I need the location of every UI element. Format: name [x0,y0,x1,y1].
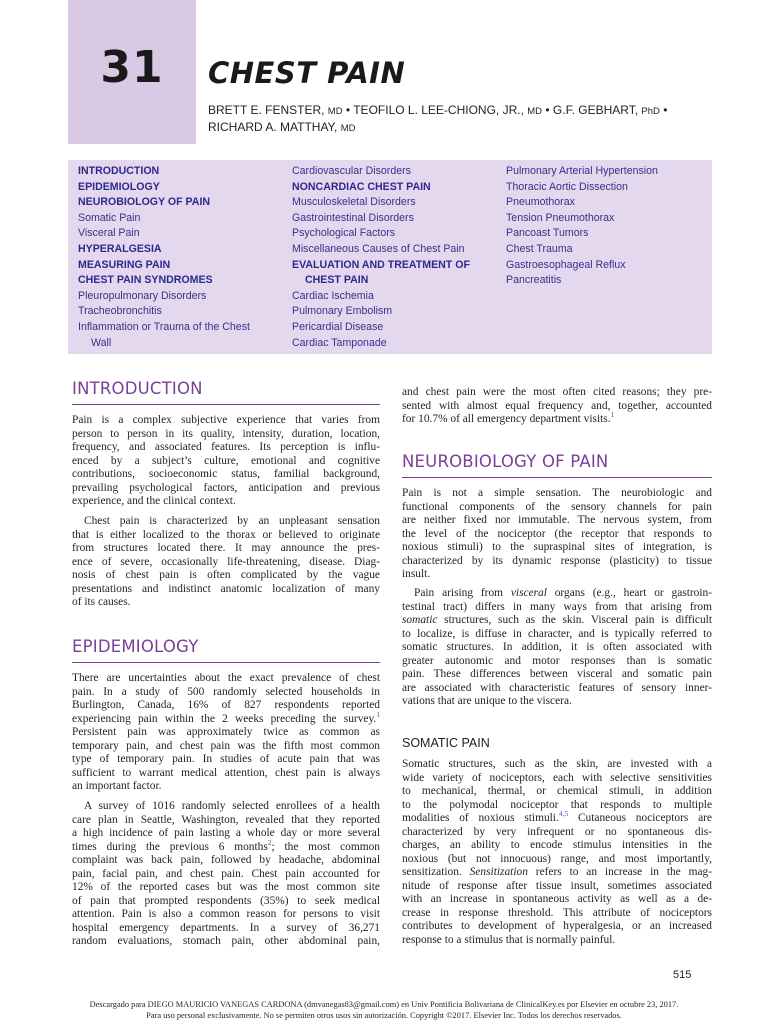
text-line: A survey of 1016 randomly selected enrollees of a health [84,800,380,812]
text-line: of its causes. [72,596,131,608]
outline-column-3 [506,164,706,289]
chapter-number: 31 [100,42,164,93]
text-line: presentations and indistinct anatomic localization of many [72,582,380,595]
text-line: to localize, is diffuse in character, and is typically referred to [402,627,712,640]
text-line: pain. These differences between visceral and somatic pain [402,668,712,680]
epidemiology-paragraph-1 [72,672,380,794]
text-line: care plan in Seattle, Washington, revealed that they reported [72,813,380,826]
outline-link[interactable]: Cardiovascular Disorders [292,165,411,177]
section-heading-neurobiology: NEUROBIOLOGY OF PAIN [402,452,609,471]
text-fragment: ; the most common [271,840,380,853]
text-line: contributes to development of hyperalgesia, or an increased [402,920,712,932]
outline-column-1 [78,164,278,351]
text-line: an important factor. [72,780,162,792]
text-line: enced by a subject’s culture, emotional and cognitive [72,454,380,467]
author-degree: PhD [641,106,660,117]
outline-column-2 [292,164,492,351]
outline-link[interactable]: Musculoskeletal Disorders [292,196,416,209]
text-line: type of temporary pain. In studies of acute pain that was [72,753,380,765]
author-name: • G.F. GEBHART, [542,103,642,117]
text-line: attention. Pain is also a common reason for persons to visit [72,908,380,920]
outline-link[interactable]: Thoracic Aortic Dissection [506,180,628,193]
text-line: Burlington, Canada, 16% of 827 respondents reported [72,699,380,711]
text-line: functional components of the sensory channels for pain [402,500,712,513]
outline-link[interactable]: Pulmonary Arterial Hypertension [506,165,658,177]
text-line: to mechanical, thermal, or chemical stimuli, in addition [402,785,712,797]
outline-link[interactable]: Visceral Pain [78,227,140,240]
text-line [402,410,712,427]
section-heading-introduction: INTRODUCTION [72,379,203,398]
outline-link[interactable]: Tracheobronchitis [78,305,162,318]
outline-link[interactable]: Cardiac Tamponade [292,336,387,349]
text-line: noxious stimuli) to the supraspinal sites of integration, is [402,541,712,553]
author-name: RICHARD A. MATTHAY, [208,119,341,134]
emphasis: Sensitization [469,866,528,878]
text-line: Pain is a complex subjective experience that varies from [72,414,380,426]
text-fragment: organs (e.g., heart or gastroin- [546,587,713,599]
epidemiology-paragraph-2-continued [402,386,712,427]
text-fragment: structures, such as the skin. Visceral pain is difficult [437,614,712,626]
text-line: with an increase in spontaneous activity as well as a de- [402,893,712,905]
author-name: BRETT E. FENSTER, [208,103,328,117]
text-line: pain, facial pain, and chest pain. Chest pain accounted for [72,867,380,880]
reference-link[interactable]: 2 [267,837,272,847]
outline-link[interactable]: Chest Trauma [506,242,573,255]
text-line: frequency, and associated features. Its perception is influ- [72,441,380,453]
introduction-paragraph-1 [72,414,380,509]
outline-link[interactable]: Cardiac Ischemia [292,289,374,302]
text-line: Somatic structures, such as the skin, are invested with a [402,758,712,770]
text-fragment: experiencing pain within the 2 weeks preceding the survey. [72,712,377,725]
emphasis: visceral [510,587,547,599]
text-line: greater autonomic and motor responses than is somatic [402,654,712,667]
author-line-1 [208,103,688,120]
text-line: vations that are unique to the viscera. [402,695,572,707]
text-line: sented with almost equal frequency and, together, accounted [402,399,712,412]
section-divider [402,477,712,478]
text-line: contributions, socioeconomic status, familial background, [72,468,380,480]
author-degree: MD [527,106,543,117]
text-line: nosis of chest pain is often complicated by the vague [72,569,380,581]
text-line: wide variety of nociceptors, each with selective sensitivities [402,771,712,784]
text-line: somatic structures. In addition, it is often associated with [402,641,712,653]
neurobiology-paragraph-1 [402,487,712,582]
text-fragment: modalities of noxious stimuli. [402,812,559,824]
text-line: prevailing psychological factors, anticipation and previous [72,481,380,494]
text-line [402,587,712,601]
chapter-outline [68,160,712,354]
text-line [402,614,712,628]
author-separator: • [659,103,668,117]
outline-link[interactable]: Inflammation or Trauma of the Chest [78,320,250,333]
text-line: are neither fixed nor immutable. The nervous system, from [402,514,712,526]
text-line: 12% of the reported cases but was the most common site [72,881,380,893]
text-fragment: times during the previous 6 months [72,840,268,853]
reference-link[interactable]: 4,5 [558,809,569,819]
text-line: ence of severe, occasionally life-threatening, disease. Diag- [72,555,380,568]
text-line [402,866,712,880]
text-line: charges, an ability to encode stimulus intensities in the [402,839,712,851]
outline-link[interactable]: Gastrointestinal Disorders [292,211,414,224]
reference-link[interactable]: 1 [376,709,380,719]
section-divider [72,404,380,405]
text-line: hospital emergency departments. In a survey of 36,271 [72,921,380,934]
text-fragment: Pain arising from [414,587,511,599]
text-line: There are uncertainties about the exact prevalence of chest [72,672,380,684]
subsection-heading-somatic-pain: SOMATIC PAIN [402,736,490,750]
text-line: crease in response threshold. This attribute of nociceptors [402,906,712,919]
text-fragment: for 10.7% of all emergency department visits. [402,413,611,425]
outline-link[interactable]: EVALUATION AND TREATMENT OF [292,258,470,271]
text-line: random evaluations, stomach pain, other abdominal pain, [72,935,380,947]
outline-link[interactable]: NONCARDIAC CHEST PAIN [292,180,431,193]
author-degree: MD [340,122,356,134]
download-footer [0,999,768,1021]
outline-link[interactable]: HYPERALGESIA [78,242,162,255]
outline-link[interactable]: Tension Pneumothorax [506,211,615,224]
text-line: pain. In a study of 500 randomly selected households in [72,685,380,698]
text-line: a high incidence of pain lasting a whole day or more several [72,827,380,839]
page-number: 515 [673,969,692,981]
outline-link[interactable]: NEUROBIOLOGY OF PAIN [78,196,211,209]
text-line: insult. [402,568,431,580]
outline-link[interactable]: EPIDEMIOLOGY [78,180,160,193]
chapter-number-box [68,0,196,144]
outline-link[interactable]: Pancoast Tumors [506,227,589,240]
outline-link[interactable]: MEASURING PAIN [78,258,171,271]
outline-link[interactable]: Pericardial Disease [292,320,384,333]
text-fragment: Cutaneous nociceptors are [568,812,712,824]
text-line: of pain that prompted respondents (35%) to seek medical [72,894,380,907]
text-line: Pain is not a simple sensation. The neurobiologic and [402,487,712,499]
text-line: are associated with characteristic features of sensory inner- [402,681,712,694]
text-line: from structures located there. It may announce the pres- [72,542,380,554]
text-line [72,709,380,727]
text-line: experience, and the clinical context. [72,495,236,507]
outline-link[interactable]: CHEST PAIN SYNDROMES [78,274,213,287]
outline-link[interactable]: Pancreatitis [506,274,562,287]
text-line [402,809,712,826]
footer-line-1: Descargado para DIEGO MAURICIO VANEGAS CARDONA (dmvanegas83@gmail.com) en Univ Pontificia Bolivariana de ClinicalKey.es por Elsevier en octubre 23, 2017. [89,1000,679,1009]
outline-link[interactable]: Pneumothorax [506,196,575,209]
text-line: that is either localized to the thorax or believed to originate [72,528,380,541]
text-line: characterized by very infrequent or no spontaneous dis- [402,825,712,838]
outline-link[interactable]: Wall [91,336,112,349]
neurobiology-paragraph-2 [402,587,712,709]
outline-link[interactable]: Miscellaneous Causes of Chest Pain [292,242,465,255]
text-line: sufficient to warrant medical attention, chest pain is always [72,766,380,779]
text-line: temporary pain, and chest pain was the fifth most common [72,739,380,752]
text-line [72,837,380,855]
outline-link[interactable]: Pulmonary Embolism [292,305,393,318]
somatic-pain-paragraph [402,758,712,947]
text-line: person to person in its quality, intensity, duration, location, [72,427,380,440]
text-line: to the polymodal nociceptor that responds to multiple [402,798,712,811]
reference-link[interactable]: 1 [610,410,615,420]
outline-link[interactable]: Pleuropulmonary Disorders [78,289,207,302]
text-line: noxious (but not innocuous) range, and most importantly, [402,852,712,865]
text-line: the level of the nociceptor (the receptor that responds to [402,527,712,540]
section-heading-epidemiology: EPIDEMIOLOGY [72,637,199,656]
text-line: and chest pain were the most often cited reasons; they pre- [402,386,712,398]
outline-link[interactable]: Gastroesophageal Reflux [506,258,626,271]
outline-link[interactable]: Psychological Factors [292,227,396,240]
text-line: testinal tract) differs in many ways from that arising from [402,600,712,613]
text-line: Persistent pain was approximately twice as common as [72,726,380,738]
author-list [208,103,688,136]
text-fragment: refers to an increase in the mag- [527,866,712,878]
footer-line-2: Para uso personal exclusivamente. No se permiten otros usos sin autorización. Copyright ©2017. Elsevier Inc. Todos los derechos reservados. [146,1011,622,1020]
outline-link[interactable]: INTRODUCTION [78,165,160,177]
text-line: nitude of response after tissue insult, sometimes associated [402,879,712,892]
text-line: characterized by its dynamic response (plasticity) to tissue [402,554,712,567]
epidemiology-paragraph-2 [72,800,380,949]
text-line: Chest pain is characterized by an unpleasant sensation [84,515,380,527]
author-line-2 [208,120,688,137]
outline-link[interactable]: Somatic Pain [78,211,141,224]
chapter-title: CHEST PAIN [208,56,406,90]
text-line: response to a stimulus that is normally painful. [402,933,616,946]
section-divider [72,662,380,663]
introduction-paragraph-2 [72,515,380,610]
emphasis: somatic [402,614,438,626]
text-fragment: sensitization. [402,866,470,878]
author-degree: MD [327,106,343,117]
text-line: complaint was back pain, followed by headache, abdominal [72,854,380,866]
outline-link[interactable]: CHEST PAIN [305,274,369,287]
author-name: • TEOFILO L. LEE-CHIONG, JR., [342,103,528,117]
